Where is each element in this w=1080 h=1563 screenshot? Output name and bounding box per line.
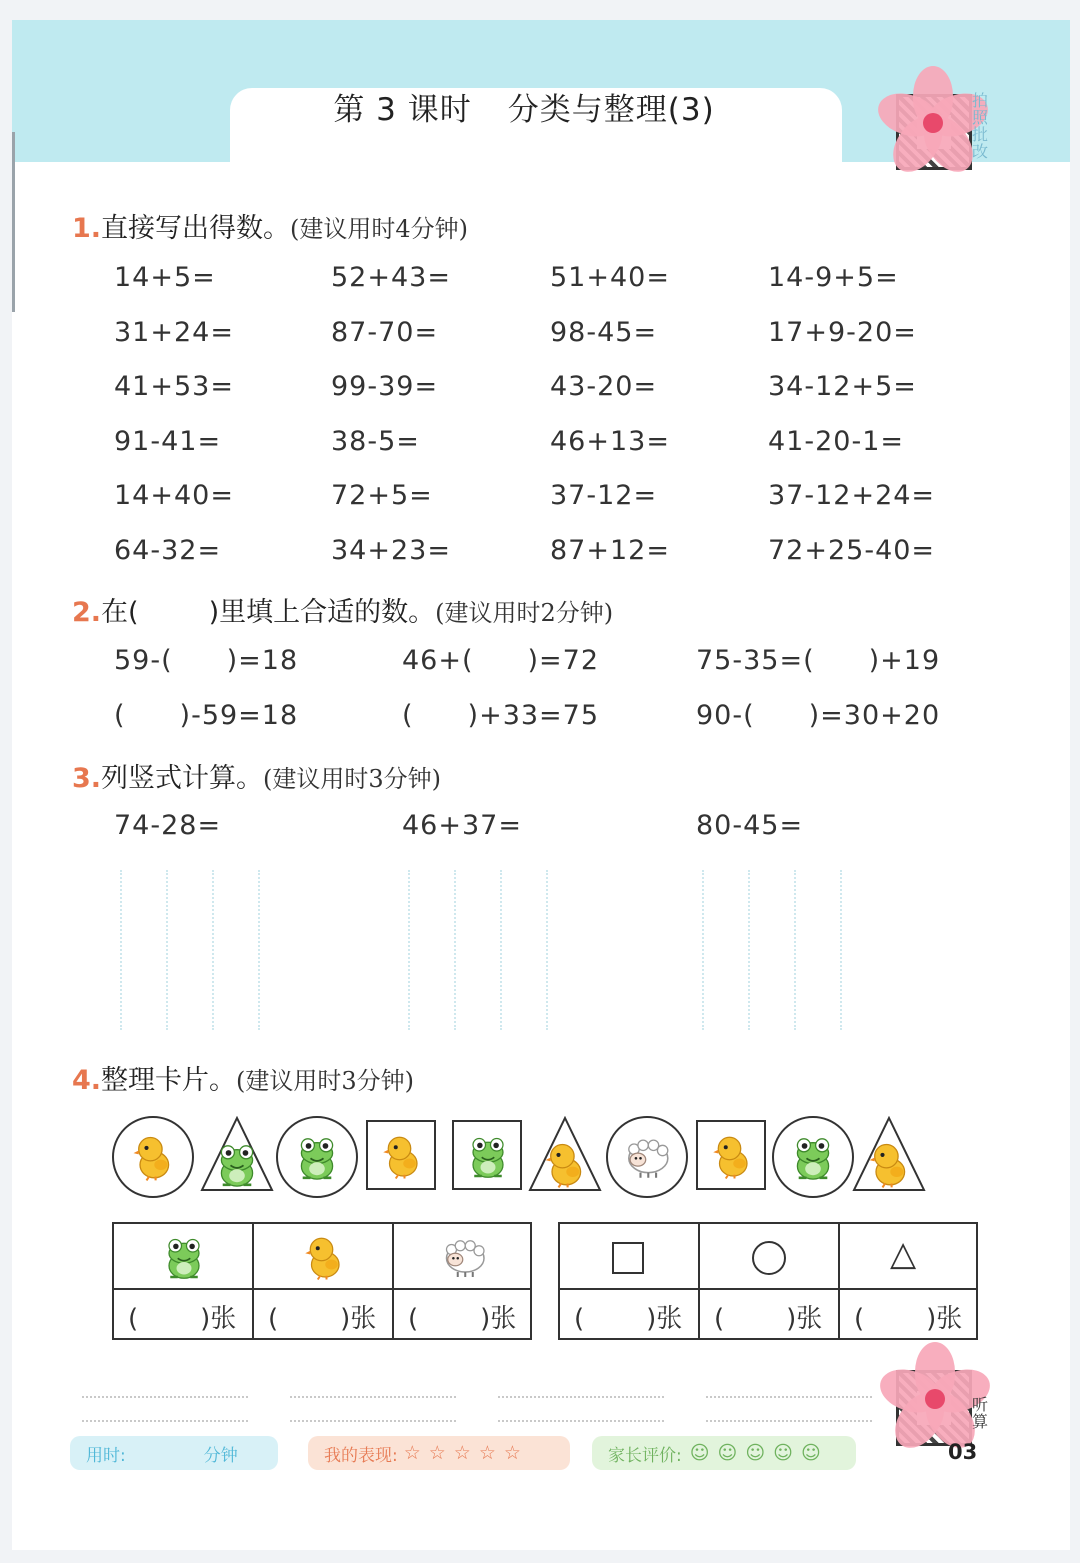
open-paren: ( xyxy=(408,1304,419,1334)
open-paren: ( xyxy=(854,1304,865,1334)
sheep-icon xyxy=(439,1232,489,1286)
expression[interactable]: 91-41= xyxy=(114,425,222,457)
question-1-text: 直接写出得数。 xyxy=(101,213,291,244)
frog-icon xyxy=(159,1232,209,1286)
answer-line[interactable] xyxy=(706,1420,872,1422)
grid-line xyxy=(500,870,502,1030)
chick-icon xyxy=(127,1131,179,1187)
expression-prefix: 46+( xyxy=(402,645,474,676)
expression[interactable]: 64-32= xyxy=(114,534,222,566)
card-circle-chick[interactable] xyxy=(112,1116,194,1198)
animal-count-cell[interactable] xyxy=(394,1290,530,1338)
count-text xyxy=(560,1298,698,1335)
my-performance-pill[interactable] xyxy=(308,1436,570,1470)
side-label-photo-grading[interactable]: 拍照批改 xyxy=(972,91,989,161)
expression[interactable]: 14-9+5= xyxy=(768,262,899,293)
frog-icon xyxy=(463,1131,513,1185)
card-square-chick[interactable] xyxy=(696,1120,766,1190)
close-paren-unit: )张 xyxy=(200,1304,237,1334)
header-square xyxy=(560,1224,700,1290)
expression[interactable]: 43-20= xyxy=(550,371,658,402)
count-text xyxy=(254,1298,392,1335)
answer-line[interactable] xyxy=(706,1396,872,1398)
parent-review-label: 家长评价: xyxy=(608,1445,682,1466)
card-square-chick[interactable] xyxy=(366,1120,436,1190)
animal-count-cell[interactable] xyxy=(114,1290,254,1338)
header-sheep xyxy=(394,1224,530,1290)
expression-suffix: )+19 xyxy=(868,645,941,676)
page-number: 03 xyxy=(948,1440,978,1464)
card-circle-frog[interactable] xyxy=(772,1116,854,1198)
expression[interactable]: 51+40= xyxy=(550,262,670,293)
shape-count-cell[interactable] xyxy=(700,1290,840,1338)
expression[interactable]: 99-39= xyxy=(331,371,439,402)
square-shape-icon xyxy=(612,1242,644,1274)
grid-line xyxy=(454,870,456,1030)
grid-line xyxy=(748,870,750,1030)
expression[interactable]: 17+9-20= xyxy=(768,316,917,348)
vertical-calc-1[interactable]: 74-28= xyxy=(114,810,222,841)
open-paren: ( xyxy=(268,1304,279,1334)
grid-line xyxy=(702,870,704,1030)
question-2-number: 2. xyxy=(72,597,102,628)
vertical-calc-2[interactable]: 46+37= xyxy=(402,810,522,841)
open-paren: ( xyxy=(714,1304,725,1334)
question-4-hint: (建议用时3分钟) xyxy=(236,1067,415,1095)
expression-suffix: )=30+20 xyxy=(808,700,941,731)
lesson-number: 第 3 课时 xyxy=(333,92,472,128)
circle-shape-icon xyxy=(752,1241,786,1275)
expression[interactable]: 52+43= xyxy=(331,262,451,293)
close-paren-unit: )张 xyxy=(786,1304,823,1334)
flower-center xyxy=(923,113,943,133)
time-unit: 分钟 xyxy=(203,1445,238,1466)
expression-prefix: ( xyxy=(402,700,414,731)
grid-line xyxy=(166,870,168,1030)
question-4-text: 整理卡片。 xyxy=(101,1065,237,1096)
answer-line[interactable] xyxy=(82,1396,248,1398)
question-2-heading xyxy=(72,590,613,629)
expression[interactable]: 14+40= xyxy=(114,480,234,511)
header-triangle xyxy=(840,1224,976,1290)
fill-in-expression[interactable] xyxy=(402,700,599,731)
side-label-listen-calc[interactable]: 听算 xyxy=(972,1395,989,1431)
frog-icon xyxy=(211,1138,263,1194)
expression[interactable]: 87-70= xyxy=(331,316,439,348)
sheep-icon xyxy=(621,1131,673,1187)
question-3-hint: (建议用时3分钟) xyxy=(263,765,442,793)
fill-in-expression[interactable] xyxy=(696,645,940,676)
fill-in-expression[interactable] xyxy=(402,645,599,676)
expression[interactable]: 72+5= xyxy=(331,480,433,511)
card-square-frog[interactable] xyxy=(452,1120,522,1190)
answer-line[interactable] xyxy=(498,1420,664,1422)
question-1-number: 1. xyxy=(72,213,102,244)
card-triangle-chick[interactable] xyxy=(528,1116,602,1192)
open-paren: ( xyxy=(128,1304,139,1334)
fill-in-expression[interactable] xyxy=(696,700,940,731)
count-text xyxy=(114,1298,252,1335)
expression[interactable]: 46+13= xyxy=(550,425,670,457)
expression-suffix: )=18 xyxy=(226,645,299,676)
count-text xyxy=(394,1298,530,1335)
expression[interactable]: 31+24= xyxy=(114,316,234,348)
chick-icon xyxy=(539,1138,591,1194)
animal-tally-table xyxy=(112,1222,532,1340)
expression-suffix: )=72 xyxy=(527,645,600,676)
expression-prefix: 75-35=( xyxy=(696,645,815,676)
expression[interactable]: 87+12= xyxy=(550,534,670,566)
question-3-number: 3. xyxy=(72,763,102,794)
header-chick xyxy=(254,1224,394,1290)
close-paren-unit: )张 xyxy=(480,1304,517,1334)
expression-prefix: 59-( xyxy=(114,645,173,676)
expression[interactable]: 34+23= xyxy=(331,534,451,566)
card-triangle-chick[interactable] xyxy=(852,1116,926,1192)
expression[interactable]: 41-20-1= xyxy=(768,425,904,457)
question-1-hint: (建议用时4分钟) xyxy=(290,215,469,243)
grid-line xyxy=(794,870,796,1030)
answer-line[interactable] xyxy=(82,1420,248,1422)
expression-prefix: ( xyxy=(114,700,126,731)
close-paren-unit: )张 xyxy=(340,1304,377,1334)
card-circle-sheep[interactable] xyxy=(606,1116,688,1198)
answer-line[interactable] xyxy=(290,1420,456,1422)
answer-line[interactable] xyxy=(290,1396,456,1398)
question-3-text: 列竖式计算。 xyxy=(101,763,264,794)
vertical-calc-3[interactable]: 80-45= xyxy=(696,810,804,841)
frog-icon xyxy=(291,1131,343,1187)
grid-line xyxy=(120,870,122,1030)
expression-suffix: )-59=18 xyxy=(179,700,299,731)
chick-icon xyxy=(863,1138,915,1194)
count-text xyxy=(700,1298,838,1335)
grid-line xyxy=(258,870,260,1030)
header-circle xyxy=(700,1224,840,1290)
expression-prefix: 90-( xyxy=(696,700,755,731)
fill-in-expression[interactable] xyxy=(114,700,298,731)
grid-line xyxy=(408,870,410,1030)
close-paren-unit: )张 xyxy=(926,1304,963,1334)
expression[interactable]: 34-12+5= xyxy=(768,371,917,402)
expression[interactable]: 72+25-40= xyxy=(768,534,936,566)
grid-line xyxy=(212,870,214,1030)
card-triangle-frog[interactable] xyxy=(200,1116,274,1192)
question-2-text-b: )里填上合适的数。 xyxy=(208,597,436,628)
grid-line xyxy=(546,870,548,1030)
performance-label: 我的表现: xyxy=(324,1445,398,1466)
expression[interactable]: 98-45= xyxy=(550,316,658,348)
grid-line xyxy=(840,870,842,1030)
expression[interactable]: 14+5= xyxy=(114,262,216,293)
frog-icon xyxy=(787,1131,839,1187)
question-2-text-a: 在( xyxy=(101,597,139,628)
triangle-shape-icon: △ xyxy=(890,1234,917,1274)
expression[interactable]: 37-12= xyxy=(550,480,658,511)
chick-icon xyxy=(377,1131,427,1185)
question-4-heading xyxy=(72,1058,414,1097)
parent-review-pill[interactable] xyxy=(592,1436,856,1470)
question-1-heading xyxy=(72,206,468,245)
smiley-rating-icon[interactable]: ☺☺☺☺☺ xyxy=(689,1442,829,1464)
chick-icon xyxy=(707,1131,757,1185)
chick-icon xyxy=(299,1232,349,1286)
time-label: 用时: xyxy=(86,1445,126,1466)
shape-tally-table xyxy=(558,1222,978,1340)
header-frog xyxy=(114,1224,254,1290)
page-title xyxy=(218,84,830,129)
lesson-topic: 分类与整理(3) xyxy=(507,92,715,128)
fill-in-expression[interactable] xyxy=(114,645,298,676)
shape-count-cell[interactable] xyxy=(560,1290,700,1338)
expression[interactable]: 37-12+24= xyxy=(768,480,936,511)
binding-edge xyxy=(12,132,15,312)
expression[interactable]: 38-5= xyxy=(331,425,420,457)
answer-line[interactable] xyxy=(498,1396,664,1398)
animal-count-cell[interactable] xyxy=(254,1290,394,1338)
close-paren-unit: )张 xyxy=(646,1304,683,1334)
star-rating-icon[interactable]: ☆☆☆☆☆ xyxy=(403,1442,529,1464)
card-circle-frog[interactable] xyxy=(276,1116,358,1198)
open-paren: ( xyxy=(574,1304,585,1334)
question-4-number: 4. xyxy=(72,1065,102,1096)
question-2-hint: (建议用时2分钟) xyxy=(435,599,614,627)
time-spent-pill[interactable] xyxy=(70,1436,278,1470)
expression[interactable]: 41+53= xyxy=(114,371,234,402)
question-3-heading xyxy=(72,756,441,795)
shape-count-cell[interactable] xyxy=(840,1290,976,1338)
expression-suffix: )+33=75 xyxy=(467,700,600,731)
count-text xyxy=(840,1298,976,1335)
flower-center xyxy=(925,1389,945,1409)
